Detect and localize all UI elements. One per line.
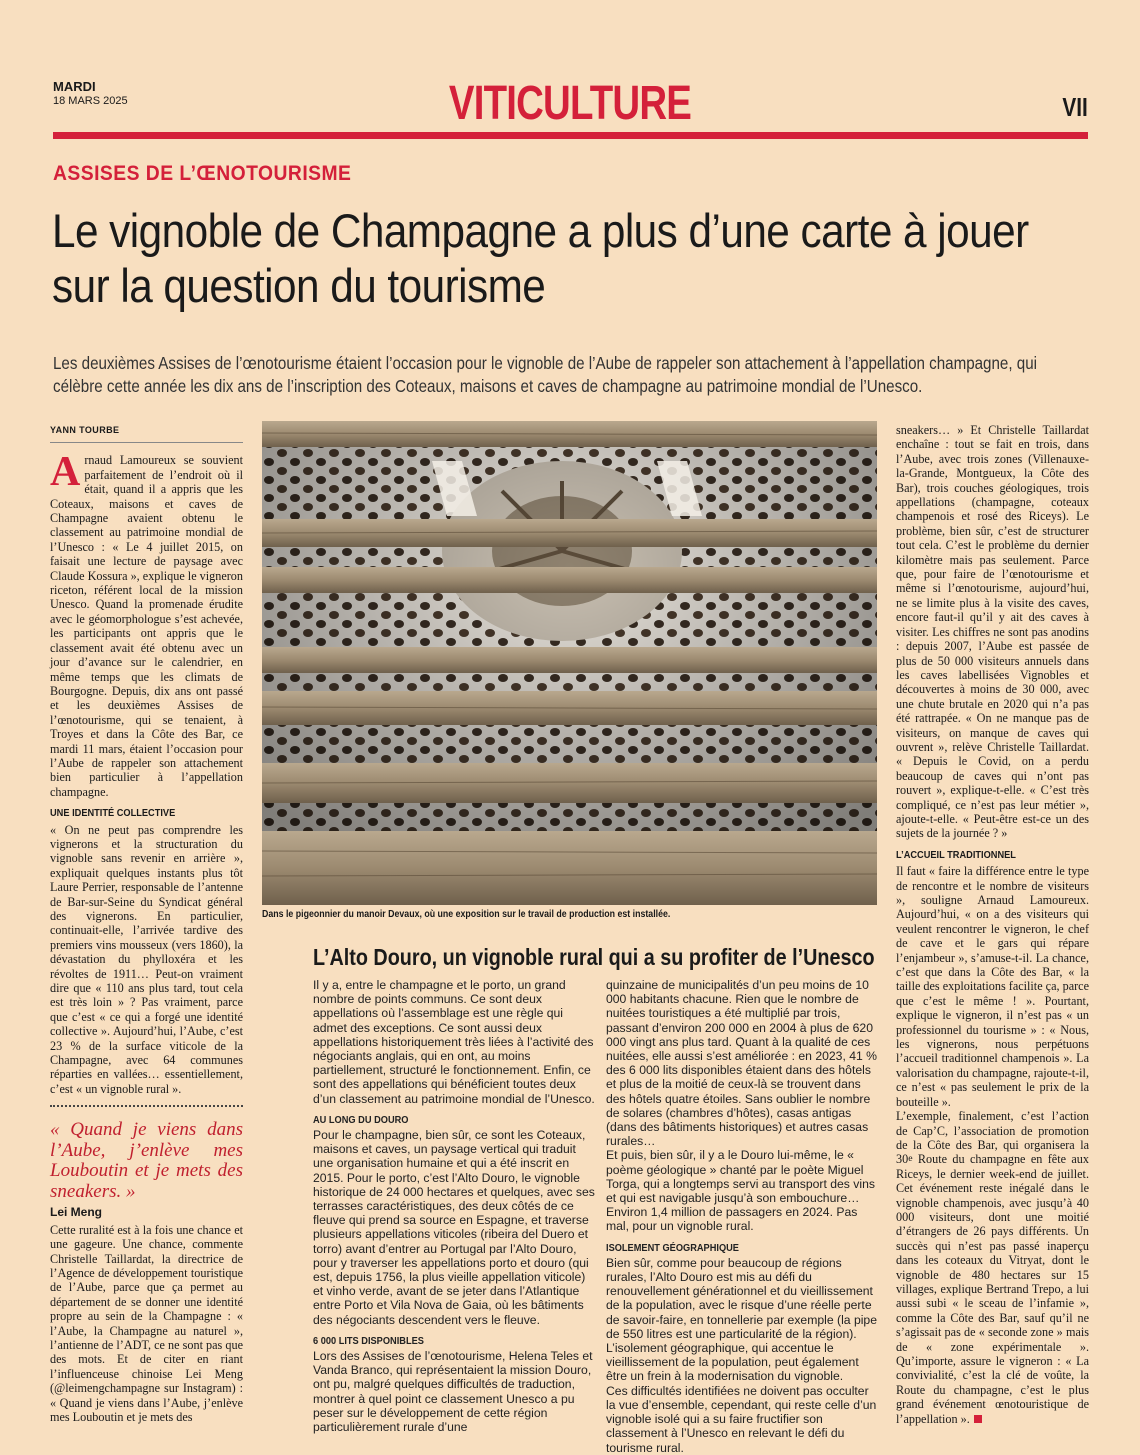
sidebar-column-1 — [313, 978, 595, 1434]
pigeonnier-photo-illustration — [262, 421, 877, 905]
intro-paragraph — [50, 449, 243, 799]
sidebar-paragraph: Ces difficultés identifiées ne doivent pas occulter la vue d’ensemble, cependant, qui reste celle d’un vignoble isolé qui a su faire fructifier son classement à l’Unesco en relevant le défi du tourisme rural. — [606, 1383, 877, 1455]
edition-full-date: 18 MARS 2025 — [53, 95, 128, 107]
paragraph-route-text-a: L’exemple, finalement, c’est l’action de Cap’C, l’association de promotion de la Côte des Bar, qui organisera la 30 — [896, 1109, 1089, 1167]
sidebar-subhead: ISOLEMENT GÉOGRAPHIQUE — [606, 1241, 739, 1254]
drop-cap: A — [50, 449, 81, 496]
subhead-accueil: L’ACCUEIL TRADITIONNEL — [896, 848, 1016, 861]
paragraph-identite: « On ne peut pas comprendre les vignerons et la structuration du vignoble sans revenir en arrière », expliquait quelques instants plus tôt Laure Perrier, responsable de l’antenne de Bar-sur-Seine du Syndicat général des vignerons. En particulier, continuait-elle, l’arrivée tardive des premiers vins mousseux (vers 1860), la dévastation du phylloxéra et les révoltes de 1911… Peut-on vraiment dire que « 110 ans plus tard, tout cela est très loin » ? Pas vraiment, parce que c’est « ce qui a forgé une identité collective ». Aujourd’hui, l’Aube, c’est 23 % de la surface viticole de la Champagne, avec 64 communes réparties en vallées… essentiellement, c’est « un vignoble rural ». — [50, 822, 243, 1096]
sidebar-column-2 — [606, 978, 878, 1455]
sidebar-paragraph: Il y a, entre le champagne et le porto, un grand nombre de points communs. Ce sont deux appellations où l’assemblage est une règle qui admet des exceptions. Ce sont aussi deux appellations historiquement très liées à l’activité des négociants anglais, qui en ont, au moins partiellement, structuré le fonctionnement. Enfin, ce sont des appellations qui bénéficient toutes deux d’un classement au patrimoine mondial de l’Unesco. — [313, 978, 595, 1106]
sidebar-paragraph: Lors des Assises de l’œnotourisme, Helena Teles et Vanda Branco, qui représentaient la mission Douro, ont pu, malgré quelques difficultés de traduction, montrer à quel point ce classement Unesco a pu peser sur le développement de cette région particulièrement rurale d’une — [313, 1349, 593, 1435]
article-photo — [262, 421, 877, 905]
article-kicker: ASSISES DE L’ŒNOTOURISME — [53, 162, 352, 185]
section-rubric: VITICULTURE — [448, 77, 692, 130]
sidebar-paragraph: Bien sûr, comme pour beaucoup de régions rurales, l’Alto Douro est mis au défi du renouvellement générationnel et du vieillissement de la population, avec le risque d’une réelle perte de savoir-faire, en tonnellerie par exemple (la pipe de 550 litres est une particularité de la région). L’isolement géographique, qui accentue le vieillissement de la population, peut également être un frein à la modernisation du vignoble. — [606, 1255, 877, 1384]
edition-day: MARDI — [53, 79, 96, 94]
pull-quote-author: Lei Meng — [50, 1205, 103, 1220]
intro-text: rnaud Lamoureux se souvient parfaitement de l’endroit où il était, quand il a appris que les Coteaux, maisons et caves de Champagne avaient obtenu le classement au patrimoine mondial de l’Unesco : « Le 4 juillet 2015, on faisait une lecture de paysage avec Claude Kossura », explique le vigneron riceton, référent local de la mission Unesco. Quand la promenade érudite avec le géomorphologue s’est achevée, les participants ont appris que le classement avait été obtenu avec un jour d’avance sur le calendrier, en même temps que les climats de Bourgogne. Depuis, dix ans ont passé et les deuxièmes Assises de l’œnotourisme, qui se tenaient, à Troyes et dans la Côte des Bar, ce mardi 11 mars, étaient l’occasion pour l’Aube de rappeler son attachement bien particulier à l’appellation champagne. — [50, 453, 243, 799]
article-headline: Le vignoble de Champagne a plus d’une carte à jouer sur la question du tourisme — [52, 204, 1029, 312]
ordinal-suffix: e — [908, 1153, 913, 1165]
paragraph-ruralite: Cette ruralité est à la fois une chance et une gageure. Une chance, commente Christelle Taillardat, la directrice de l’Agence de développement touristique de l’Aube, parce que ça permet au département de se donner une identité propre au sein de la Champagne : « l’Aube, la Champagne au naturel », l’antienne de l’ADT, ce ne sont pas que des mots. Et de citer en riant l’influenceuse chinoise Lei Meng (@leimengchampagne sur Instagram) : « Quand je viens dans l’Aube, j’enlève mes Louboutin et je mets des — [50, 1222, 243, 1424]
sidebar-subhead: AU LONG DU DOURO — [313, 1113, 409, 1126]
article-column-1 — [50, 423, 243, 1424]
pull-quote: « Quand je viens dans l’Aube, j’enlève mes Louboutin et je mets des sneakers. » — [50, 1119, 243, 1202]
paragraph-structuration: sneakers… » Et Christelle Taillardat enchaîne : tout se fait en trois, dans l’Aube, avec trois zones (Villenauxe-la-Grande, Montgueux, la Côte des Bar), trois couches géologiques, trois appellations (champagne, coteaux champenois et rosé des Riceys). Le problème, bien sûr, c’est de structurer tout cela. C’est le problème du dernier kilomètre mais pas seulement. Parce que, pour faire de l’œnotourisme et même si l’œnotourisme, aujourd’hui, ne se limite plus à la visite des caves, encore faut-il qu’il y ait des caves à visiter. Les chiffres ne sont pas anodins : depuis 2007, l’Aube est passée de plus de 50 000 visiteurs annuels dans les caves labellisées Vignobles et découvertes à moins de 30 000, avec une chute brutale en 2020 qui n’a pas été rattrapée. « On ne manque pas de visiteurs, on manque de caves qui ouvrent », relève Christelle Taillardat. « Depuis le Covid, on a perdu beaucoup de caves qui n’ont pas rouvert », explique-t-elle. « C’est très compliqué, ce n’est pas leur métier », ajoute-t-elle. « Peut-être est-ce un des sujets de la journée ? » — [896, 423, 1089, 841]
end-of-article-mark — [974, 1415, 982, 1423]
paragraph-accueil: Il faut « faire la différence entre le type de rencontre et le nombre de visiteurs », souligne Arnaud Lamoureux. Aujourd’hui, « on a des visiteurs qui veulent rencontrer le vigneron, le chef de cave et le gars qui répare l’enjambeur », s’amuse-t-il. La chance, c’est que dans la Côte des Bar, « la taille des exploitations facilite ça, parce que c’est le même ! ». Pourtant, explique le vigneron, il n’est pas « un professionnel du tourisme » : « Nous, les vignerons, nous perpétuons l’accueil traditionnel champenois ». La valorisation du champagne, rajoute-t-il, ce n’est « pas seulement le prix de la bouteille ». — [896, 864, 1089, 1109]
sidebar-paragraph: Et puis, bien sûr, il y a le Douro lui-même, le « poème géologique » chanté par le poète Miguel Torga, qui a longtemps servi au transport des vins et qui est navigable jusqu’à son embouchure… Environ 1,4 million de passagers en 2024. Pas mal, pour un vignoble rural. — [606, 1148, 875, 1234]
header-rule — [53, 132, 1088, 139]
paragraph-route-champagne — [896, 1109, 1089, 1426]
photo-caption: Dans le pigeonnier du manoir Devaux, où une exposition sur le travail de production est installée. — [262, 909, 671, 920]
subhead-identite: UNE IDENTITÉ COLLECTIVE — [50, 807, 176, 820]
sidebar-subhead: 6 000 LITS DISPONIBLES — [313, 1334, 424, 1347]
article-lede: Les deuxièmes Assises de l’œnotourisme étaient l’occasion pour le vignoble de l’Aube de rappeler son attachement à l’appellation champagne, qui célèbre cette année les dix ans de l’inscription des Coteaux, maisons et caves de champagne au patrimoine mondial de l’Unesco. — [53, 353, 1037, 396]
sidebar-paragraph: Pour le champagne, bien sûr, ce sont les Coteaux, maisons et caves, un paysage vertical qui traduit une organisation humaine et qui a été inscrit en 2015. Pour le porto, c’est l’Alto Douro, le vignoble historique de 24 000 hectares et quelques, avec ses terrasses caractéristiques, des deux côtés de ce fleuve qui prend sa source en Espagne, et traverse plusieurs appellations viticoles (ribeira del Duero et torro) avant d’entrer au Portugal par l’Alto Douro, pour y traverser les appellations porto et douro (qui est, depuis 1756, la plus vieille appellation viticole) et vinho verde, avant de se jeter dans l’Atlantique entre Porto et Vila Nova de Gaia, où les bâtiments des négociants descendent vers le fleuve. — [313, 1128, 595, 1327]
sidebar-paragraph: quinzaine de municipalités d’un peu moins de 10 000 habitants chacune. Rien que le nombre de nuitées touristiques a été multiplié par trois, passant d’environ 200 000 en 2004 à plus de 620 000 vingt ans plus tard. Quant à la qualité de ces nuitées, elle aussi s’est améliorée : en 2023, 41 % des 6 000 lits disponibles étaient dans des hôtels et plus de la moitié de ceux-là se trouvent dans des hôtels quatre étoiles. Sans oublier le nombre de solares (chambres d’hôtes), casas antigas (dans des bâtiments historiques) et autres casas rurales… — [606, 978, 877, 1149]
sidebar-title: L’Alto Douro, un vignoble rural qui a su profiter de l’Unesco — [313, 944, 875, 970]
article-column-4 — [896, 423, 1089, 1426]
byline: YANN TOURBE — [50, 423, 243, 443]
dotted-separator — [50, 1105, 243, 1107]
page-folio: VII — [1062, 92, 1088, 122]
paragraph-route-text-b: Route du champagne en fête aux Riceys, le dernier week-end de juillet. Cet événement reste inégalé dans le vignoble champenois, avec jusqu’à 40 000 visiteurs, dont une moitié d’étrangers de 26 pays différents. Un succès qui n’est pas passé inaperçu dans les coteaux du Vitryat, dont le vignoble de 480 hectares sur 15 villages, explique Bertrand Trepo, a lui aussi subi « le sceau de l’infamie », comme la Côte des Bar, sauf qu’il ne s’agissait pas de « seconde zone » mais de « zone expérimentale ». Qu’importe, assure le vigneron : « La convivialité, c’est la clé de voûte, la Route du champagne, c’est le plus grand événement œnotouristique de l’appellation ». — [896, 1152, 1089, 1426]
